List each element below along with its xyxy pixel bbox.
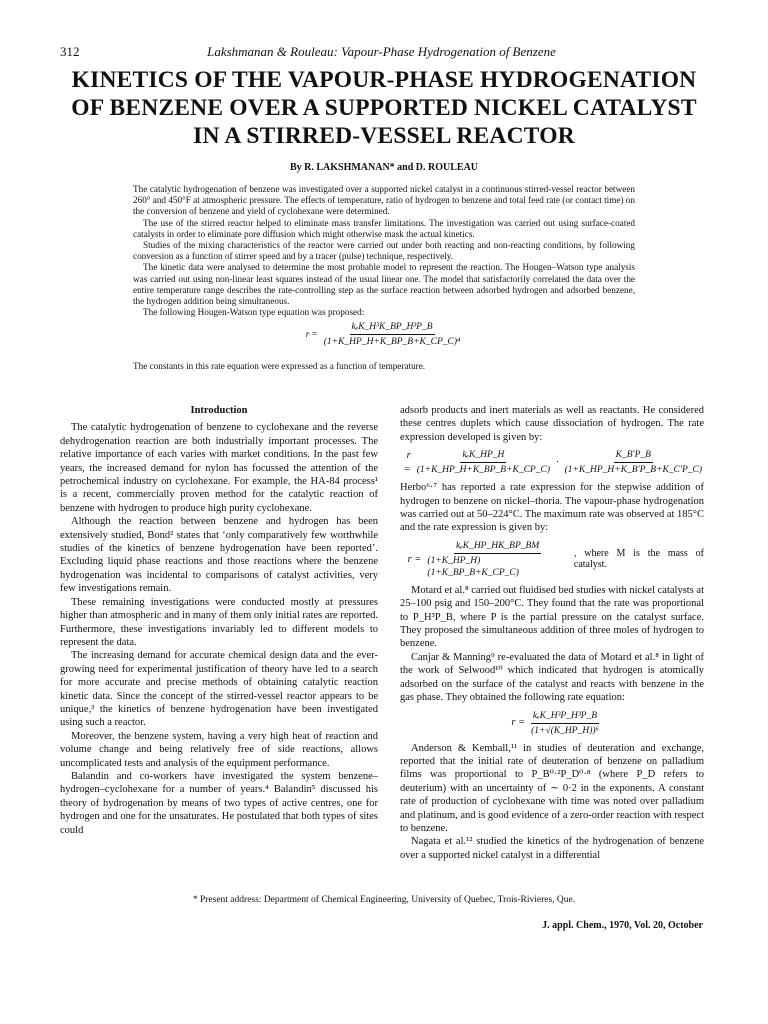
equation-fraction <box>322 321 463 348</box>
equation-lhs: r = <box>407 553 422 565</box>
body-paragraph: Although the reaction between benzene and hydrogen has been extensively studied, Bond² states that ‘only comparatively few worthwhile studies of the kinetics of benzene hydrogenation have been reported’. Excluding liquid phase reactions and those reactions where the benzene hydrogenation was incidental to comparisons of catalyst activities, very few investigations remain. <box>60 516 378 595</box>
body-paragraph: Canjar & Manning⁹ re-evaluated the data of Motard et al.⁸ in light of the work of Selwood¹⁰ which indicated that hydrogen is atomically adsorbed on the surface of the catalyst and reacts with benzene in the gas phase. They obtained the following rate equation: <box>400 651 704 704</box>
running-title: Lakshmanan & Rouleau: Vapour-Phase Hydrogenation of Benzene <box>207 44 556 59</box>
equation-lhs: r = <box>403 450 411 475</box>
multiplication-dot: · <box>555 457 559 469</box>
abstract <box>133 184 635 352</box>
left-column <box>60 404 378 837</box>
article-title <box>40 66 728 150</box>
authors: By R. LAKSHMANAN* and D. ROULEAU <box>289 162 479 173</box>
body-paragraph: Motard et al.⁸ carried out fluidised bed studies with nickel catalysts at 25–100 psig and 150–200°C. They found that the rate was proportional to P_H³P_B, where P is the partial pressure on the catalyst surface. They proposed the simultaneous addition of three moles of hydrogen to benzene. <box>400 584 704 650</box>
equation-balandin <box>400 449 704 476</box>
equation-fraction <box>529 710 601 737</box>
page-header <box>60 44 703 64</box>
abstract-paragraph: The following Hougen-Watson type equation was proposed: <box>143 307 365 318</box>
section-heading: Introduction <box>190 405 248 416</box>
journal-reference: J. appl. Chem., 1970, Vol. 20, October <box>542 920 703 931</box>
equation-canjar-manning <box>400 710 704 737</box>
abstract-paragraph: Studies of the mixing characteristics of the reactor were carried out under both reacting and non-reacting conditions, by following conversion as a function of stirrer speed and by a tracer (pulse) technique, respectively. <box>133 240 635 262</box>
equation-numerator: kₑK_HP_HK_BP_BM <box>454 540 541 554</box>
equation-denominator: (1+K_HP_H)(1+K_BP_B+K_CP_C) <box>427 555 519 578</box>
equation-numerator: kₑK_HP_H <box>460 449 506 463</box>
body-paragraph: Balandin and co-workers have investigated the system benzene–hydrogen–cyclohexane for a number of years.⁴ Balandin⁵ discussed his theory of hydrogenation by means of two types of active centres, one for hydrogen and one for the unsaturates. He postulated that both types of sites could <box>60 770 378 836</box>
equation-numerator: kₑK_H³K_BP_H³P_B <box>350 321 435 335</box>
body-paragraph: Herbo⁶·⁷ has reported a rate expression for the stepwise addition of hydrogen to benzene on nickel–thoria. The vapour-phase hydrogenation was carried out at 50–224°C. The maximum rate was observed at 185°C and the rate expression is given by: <box>400 482 704 534</box>
body-paragraph: These remaining investigations were conducted mostly at pressures higher than atmospheric and in many of them only initial rates are reported. Furthermore, these investigations invariably led to different models to represent the data. <box>60 596 378 648</box>
abstract-paragraph: The kinetic data were analysed to determine the most probable model to represent the reaction. The Hougen–Watson type analysis was carried out using non-linear least squares instead of the usual linear one. The model that satisfactorily correlated the data over the entire temperature range describes the rate-controlling step as the surface reaction between adsorbed hydrogen and adsorbed benzene, the hydrogen addition being simultaneous. <box>133 262 635 307</box>
equation-fraction <box>425 540 569 579</box>
abstract-closing: The constants in this rate equation were expressed as a function of temperature. <box>133 361 426 371</box>
equation-denominator: (1+K_HP_H+K_BP_B+K_CP_C)⁴ <box>323 337 461 348</box>
body-paragraph: Anderson & Kemball,¹¹ in studies of deuteration and exchange, reported that the initial rate of deuteration of benzene on palladium films was proportional to P_B⁰·²P_D⁰·⁸ (where P_D refers to deuterium) with an uncertainty of ∼ 0·2 in the exponents. A constant rate of production of cyclohexane with time was noted over palladium and platinum, and is good evidence of a zero-order reaction with respect to benzene. <box>400 742 704 834</box>
equation-fraction <box>563 449 704 476</box>
body-paragraph: Moreover, the benzene system, having a very high heat of reaction and volume change and being relatively free of side reactions, allows uncomplicated tests and analysis of the equipment performance. <box>60 730 378 769</box>
right-column <box>400 404 704 862</box>
body-paragraph: Nagata et al.¹² studied the kinetics of the hydrogenation of benzene over a supported nickel catalyst in a differential <box>400 836 704 861</box>
abstract-equation <box>133 321 635 348</box>
equation-note: , where M is the mass of catalyst. <box>573 548 704 571</box>
body-paragraph: The increasing demand for accurate chemical design data and the ever-growing need for experimental justification of theory have led to a search for more accurate and precise methods of obtaining catalytic reaction kinetic data. Since the concept of the stirred-vessel reactor appears to be unique,³ the kinetics of benzene hydrogenation have been investigated using such a reactor. <box>60 650 378 729</box>
abstract-paragraph: The catalytic hydrogenation of benzene was investigated over a supported nickel catalyst in a continuous stirred-vessel reactor between 260° and 450°F at atmospheric pressure. The effects of temperature, ratio of hydrogen to benzene and total feed rate (or contact time) on the conversion of benzene and yield of cyclohexane were determined. <box>133 184 635 217</box>
body-paragraph: adsorb products and inert materials as well as reactants. He considered these centres duplets which cause dissociation of hydrogen. The rate expression developed is given by: <box>400 405 704 443</box>
equation-fraction <box>415 449 552 476</box>
equation-numerator: kₑK_H³P_H³P_B <box>531 710 599 724</box>
title-line-2: OF BENZENE OVER A SUPPORTED NICKEL CATALYST <box>71 95 697 121</box>
title-line-1: KINETICS OF THE VAPOUR-PHASE HYDROGENATION <box>71 67 697 93</box>
equation-herbo <box>400 540 704 579</box>
equation-denominator: (1+K_HP_H+K_BP_B+K_CP_C) <box>416 465 550 476</box>
footnote: * Present address: Department of Chemical Engineering, University of Quebec, Trois-Rivieres, Que. <box>192 895 576 905</box>
title-line-3: IN A STIRRED-VESSEL REACTOR <box>193 123 575 149</box>
equation-denominator: (1+√(K_HP_H))⁶ <box>531 725 599 736</box>
abstract-paragraph: The use of the stirred reactor helped to eliminate mass transfer limitations. The investigation was carried out using surface-coated catalysts in order to eliminate pore diffusion which might otherwise mask the actual kinetics. <box>133 217 635 239</box>
equation-denominator: (1+K_HP_H+K_B′P_B+K_C′P_C) <box>564 465 702 476</box>
body-paragraph: The catalytic hydrogenation of benzene to cyclohexane and the reverse dehydrogenation reaction are both industrially important processes. The relative importance of each varies with market conditions. In the past few years, the increased demand for nylon has focussed the attention of the petrochemical industry on cyclohexane. For example, the HA-84 process¹ is a recent, commercially proven method for the catalytic reaction of benzene with hydrogen to produce high purity cyclohexane. <box>60 422 378 514</box>
equation-lhs: r = <box>511 717 526 729</box>
page-number: 312 <box>60 44 80 59</box>
equation-numerator: K_B′P_B <box>614 449 653 463</box>
equation-lhs: r = <box>305 329 318 340</box>
